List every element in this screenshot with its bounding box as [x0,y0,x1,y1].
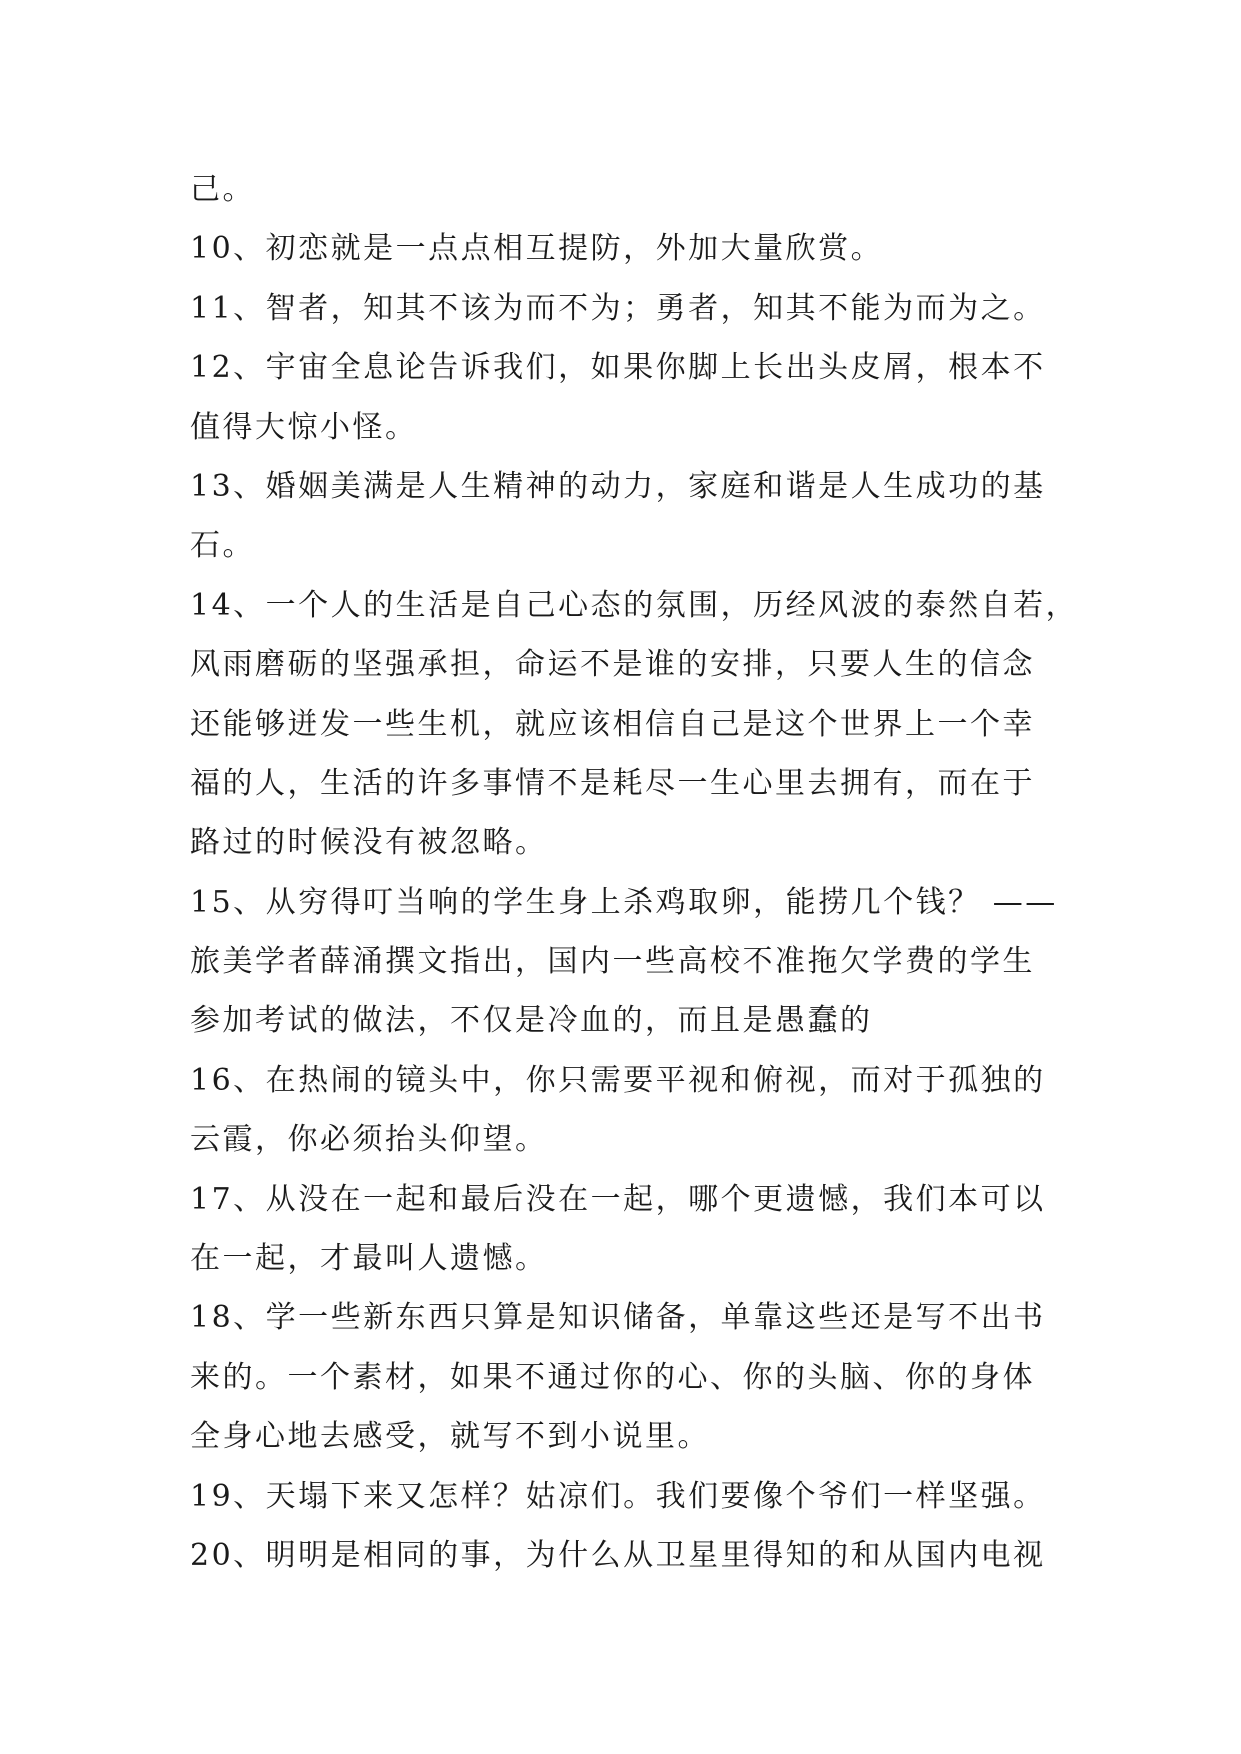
text-line: 还能够迸发一些生机，就应该相信自己是这个世界上一个幸 [190,706,1035,742]
text-line: 17、从没在一起和最后没在一起，哪个更遗憾，我们本可以 [190,1181,1046,1217]
text-line: 己。 [190,172,255,207]
text-line: 20、明明是相同的事，为什么从卫星里得知的和从国内电视 [190,1537,1046,1573]
text-line: 在一起，才最叫人遗憾。 [190,1241,548,1277]
text-line: 11、智者，知其不该为而不为；勇者，知其不能为而为之。 [190,290,1046,326]
text-line: 16、在热闹的镜头中，你只需要平视和俯视，而对于孤独的 [190,1062,1046,1098]
text-line: 15、从穷得叮当响的学生身上杀鸡取卵，能捞几个钱？ —— [190,884,1058,920]
text-line: 云霞，你必须抬头仰望。 [190,1122,548,1158]
text-line: 全身心地去感受，就写不到小说里。 [190,1419,710,1455]
text-line: 10、初恋就是一点点相互提防，外加大量欣赏。 [190,231,884,267]
text-line: 19、天塌下来又怎样？姑凉们。我们要像个爷们一样坚强。 [190,1478,1046,1514]
text-line: 路过的时候没有被忽略。 [190,825,548,861]
text-line: 风雨磨砺的坚强承担，命运不是谁的安排，只要人生的信念 [190,647,1035,683]
text-line: 值得大惊小怪。 [190,409,418,445]
text-line: 参加考试的做法，不仅是冷血的，而且是愚蠢的 [190,1003,873,1039]
text-line: 12、宇宙全息论告诉我们，如果你脚上长出头皮屑，根本不 [190,350,1046,386]
text-line: 旅美学者薛涌撰文指出，国内一些高校不准拖欠学费的学生 [190,944,1035,980]
text-line: 13、婚姻美满是人生精神的动力，家庭和谐是人生成功的基 [190,468,1046,504]
body-text [190,160,1079,1585]
text-line: 14、一个人的生活是自己心态的氛围，历经风波的泰然自若， [190,587,1079,623]
text-line: 石。 [190,528,255,564]
text-line: 福的人，生活的许多事情不是耗尽一生心里去拥有，而在于 [190,765,1035,801]
text-line: 18、学一些新东西只算是知识储备，单靠这些还是写不出书 [190,1300,1046,1336]
text-line: 来的。一个素材，如果不通过你的心、你的头脑、你的身体 [190,1359,1035,1395]
